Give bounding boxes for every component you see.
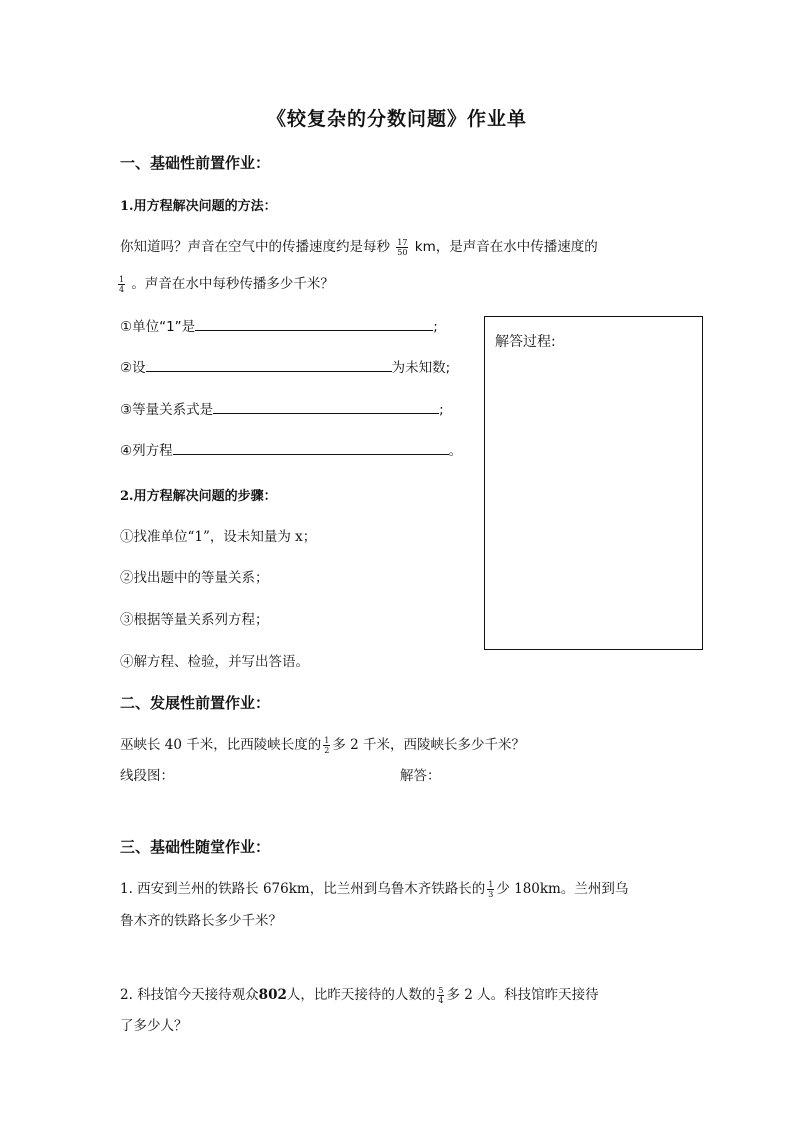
fraction-denominator: 50 [397, 248, 408, 257]
fill-label: ④列方程 [120, 443, 173, 459]
problem-1-line-1 [120, 877, 628, 899]
question-text: 少 180km。兰州到乌 [496, 881, 629, 897]
fraction-numerator: 17 [397, 238, 408, 247]
fill-relation [120, 398, 444, 418]
answer-label: 解答： [400, 768, 441, 784]
question-text: km，是声音在水中传播速度的 [414, 239, 598, 255]
fraction-numerator: 5 [438, 986, 444, 995]
sub1-heading: 1.用方程解决问题的方法： [120, 199, 277, 214]
fill-label: ②设 [120, 360, 146, 376]
question-text: 人，比昨天接待的人数的 [286, 987, 436, 1003]
step-item: ③根据等量关系列方程； [120, 612, 269, 628]
step-item: ④解方程、检验，并写出答语。 [120, 654, 309, 670]
problem-1-line-2: 鲁木齐的铁路长多少千米？ [120, 913, 282, 929]
question-text: 巫峡长 40 千米，比西陵峡长度的 [120, 737, 322, 753]
question-text: 多 2 千米，西陵峡长多少千米？ [332, 737, 526, 753]
fraction-1-2 [323, 736, 330, 755]
answer-box-label: 解答过程: [495, 334, 556, 350]
fill-end: 为未知数; [391, 360, 451, 376]
question-text: 多 2 人。科技馆昨天接待 [446, 987, 599, 1003]
blank-line[interactable] [146, 358, 392, 372]
fraction-denominator: 4 [438, 996, 444, 1005]
fraction-numerator: 1 [119, 275, 125, 284]
fraction-numerator: 1 [488, 880, 494, 889]
answer-box[interactable] [484, 316, 703, 650]
question-text: 你知道吗？声音在空气中的传播速度约是每秒 [120, 239, 390, 255]
fill-label: ①单位“1”是 [120, 319, 196, 335]
fill-end: 。 [448, 443, 463, 459]
fill-label: ③等量关系式是 [120, 402, 214, 418]
sub2-heading: 2.用方程解决问题的步骤： [120, 489, 277, 504]
problem-2-line-1 [120, 983, 599, 1005]
step-item: ②找出题中的等量关系； [120, 570, 269, 586]
visitor-count: 802 [258, 987, 287, 1003]
section2-question [120, 733, 525, 755]
section1-heading: 一、基础性前置作业： [120, 154, 271, 172]
blank-line[interactable] [195, 317, 433, 331]
fill-unknown [120, 356, 450, 376]
fraction-numerator: 1 [324, 736, 330, 745]
blank-line[interactable] [213, 400, 439, 414]
fraction-denominator: 3 [488, 890, 494, 899]
section2-heading: 二、发展性前置作业： [120, 694, 271, 712]
fraction-5-4 [437, 986, 444, 1005]
question-line-1 [120, 235, 598, 257]
fraction-1-4 [118, 275, 125, 294]
section3-heading: 三、基础性随堂作业： [120, 838, 271, 856]
fraction-1-3 [487, 880, 494, 899]
question-text: 2. 科技馆今天接待观众 [120, 987, 259, 1003]
question-text: 。声音在水中每秒传播多少千米？ [131, 276, 334, 292]
step-item: ①找准单位“1”，设未知量为 x； [120, 529, 317, 545]
fill-end: ; [433, 319, 438, 335]
fraction-17-50 [396, 238, 408, 257]
page-title: 《较复杂的分数问题》作业单 [266, 108, 527, 130]
fraction-denominator: 4 [119, 285, 125, 294]
line-diagram-label: 线段图： [120, 768, 174, 784]
fill-equation [120, 439, 462, 459]
blank-line[interactable] [173, 441, 449, 455]
fraction-denominator: 2 [324, 746, 330, 755]
fill-unit-one [120, 315, 438, 335]
problem-2-line-2: 了多少人？ [120, 1018, 188, 1034]
question-text: 1. 西安到兰州的铁路长 676km，比兰州到乌鲁木齐铁路长的 [120, 881, 486, 897]
question-line-2 [116, 272, 334, 294]
fill-end: ; [439, 402, 444, 418]
